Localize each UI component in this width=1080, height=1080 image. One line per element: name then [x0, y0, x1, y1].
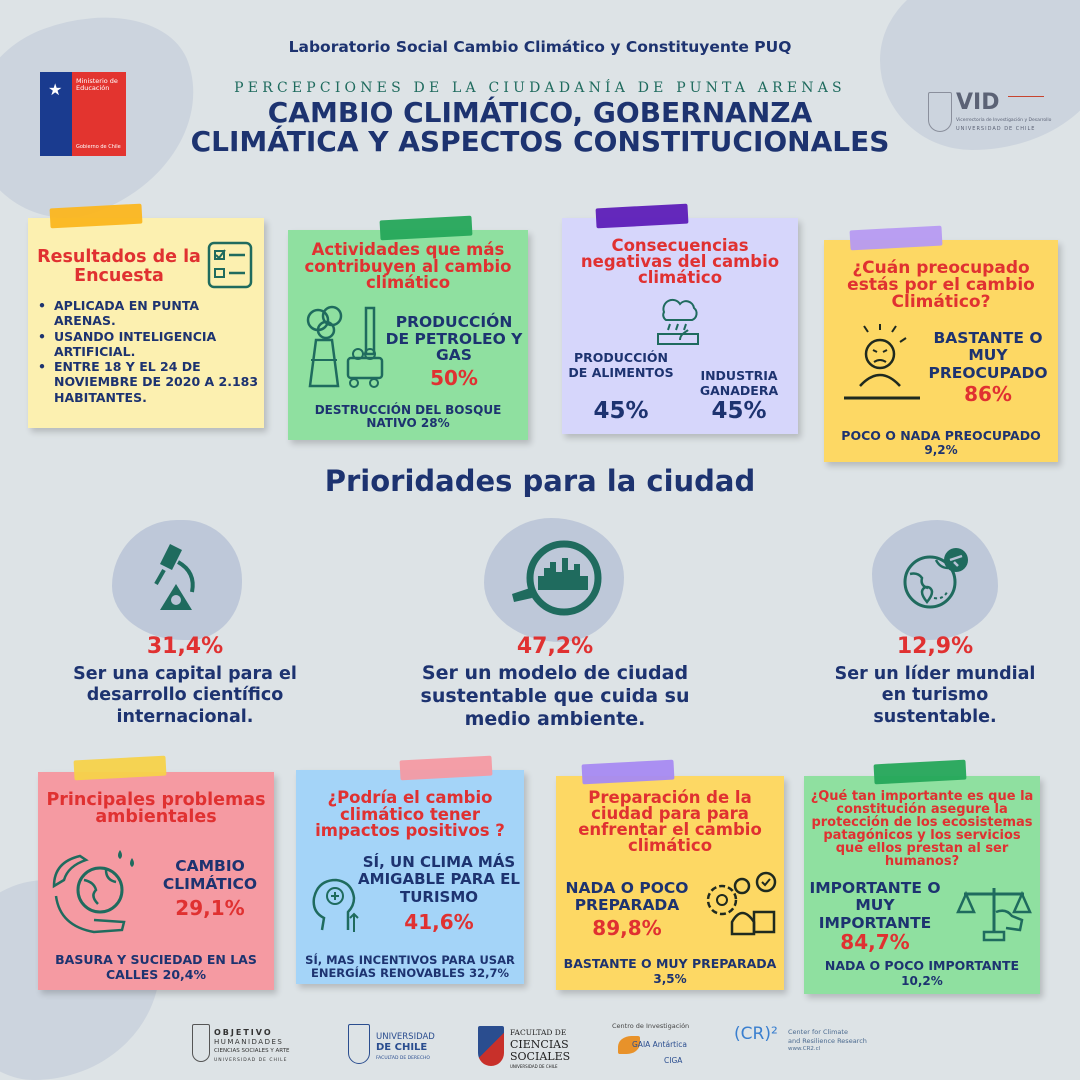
- logo5-line2: and Resilience Research: [788, 1037, 867, 1045]
- problems-card: [38, 772, 274, 990]
- university-crest-icon: [478, 1026, 504, 1066]
- problems-title: Principales problemas ambientales: [46, 790, 266, 828]
- positive-secondary: SÍ, MAS INCENTIVOS PARA USAR ENERGÍAS RENOVABLES 32,7%: [305, 953, 515, 981]
- consequences-item2-label: INDUSTRIA GANADERA: [699, 368, 779, 398]
- concern-main-value: 86%: [964, 382, 1012, 406]
- constitution-secondary-label: NADA O POCO IMPORTANTE: [824, 958, 1020, 973]
- consequences-item2-value: 45%: [711, 398, 767, 424]
- constitution-title: ¿Qué tan importante es que la constitución asegure la protección de los ecosistemas patagónicos y los servicios que ellos prestan al ser humanos?: [810, 789, 1034, 869]
- university-crest-icon: [348, 1024, 370, 1064]
- subtitle: PERCEPCIONES DE LA CIUDADANÍA DE PUNTA ARENAS: [234, 80, 846, 96]
- preparation-main-value: 89,8%: [592, 916, 662, 940]
- constitution-card: [804, 776, 1040, 994]
- vid-text1: Vicerrectoría de Investigación y Desarrollo: [956, 118, 1052, 123]
- list-item: • APLICADA EN PUNTA ARENAS.: [38, 298, 200, 329]
- preparation-secondary-label: BASTANTE O MUY PREPARADA: [563, 956, 777, 971]
- footer-logo-objetivo: [192, 1024, 308, 1070]
- footer-logo-cr2: [734, 1024, 867, 1070]
- worried-person-icon: [842, 324, 922, 404]
- footer-logo-facso: [478, 1022, 578, 1072]
- logo2-line3: FACULTAD DE DERECHO: [376, 1056, 430, 1061]
- ministry-line1: Ministerio de: [76, 77, 118, 85]
- positive-title: ¿Podría el cambio climático tener impactos positivos ?: [315, 788, 505, 840]
- priority-value: 12,9%: [896, 634, 974, 659]
- consequences-card: [562, 218, 798, 434]
- activities-main-label: PRODUCCIÓN DE PETROLEO Y GAS: [385, 313, 523, 365]
- positive-main-label: SÍ, UN CLIMA MÁS AMIGABLE PARA EL TURISMO: [358, 853, 520, 906]
- logo1-line1: OBJETIVO: [214, 1028, 273, 1037]
- ministry-line2: Educación: [76, 84, 110, 93]
- tape: [582, 760, 675, 785]
- survey-card: [28, 218, 264, 428]
- logo2-line2: DE CHILE: [376, 1042, 428, 1053]
- gears-person-icon: [700, 866, 780, 940]
- tape: [850, 226, 943, 251]
- logo4-line1: Centro de Investigación: [612, 1022, 690, 1030]
- positive-impacts-card: [296, 770, 524, 984]
- logo5-line3: www.CR2.cl: [788, 1046, 821, 1052]
- logo1-line3: CIENCIAS SOCIALES Y ARTE: [214, 1048, 290, 1054]
- lab-title: Laboratorio Social Cambio Climático y Constituyente PUQ: [288, 38, 792, 56]
- justice-scale-icon: [954, 882, 1034, 952]
- logo3-line3: SOCIALES: [510, 1050, 571, 1063]
- activities-secondary: DESTRUCCIÓN DEL BOSQUE NATIVO 28%: [314, 403, 502, 431]
- footer-logo-derecho: [348, 1024, 448, 1070]
- footer-logo-ciga: [606, 1022, 706, 1074]
- concern-card: [824, 240, 1058, 462]
- consequences-item1-value: 45%: [593, 398, 649, 424]
- logo3-line1: FACULTAD DE: [510, 1028, 567, 1037]
- crop-rain-icon: [654, 292, 706, 346]
- main-title-line2: CLIMÁTICA Y ASPECTOS CONSTITUCIONALES: [190, 125, 890, 158]
- microscope-icon: [148, 540, 204, 614]
- university-crest-icon: [192, 1024, 210, 1062]
- vid-mark: VID: [956, 90, 1000, 115]
- logo4-line3: CIGA: [664, 1056, 683, 1065]
- activities-main-value: 50%: [430, 366, 478, 390]
- priority-label: Ser un líder mundial en turismo sustentable.: [834, 664, 1036, 727]
- preparation-secondary-value: 3,5%: [653, 972, 687, 986]
- university-crest-icon: [928, 92, 952, 132]
- vid-logo: [928, 88, 1052, 142]
- tape: [50, 204, 143, 229]
- sustainable-city-bulb-icon: [508, 540, 604, 620]
- problems-secondary: BASURA Y SUCIEDAD EN LAS CALLES 20,4%: [55, 952, 257, 982]
- earth-care-icon: [48, 840, 146, 938]
- constitution-main-value: 84,7%: [840, 930, 910, 954]
- list-item: • ENTRE 18 Y EL 24 DE NOVIEMBRE DE 2020 A 2.183 HABITANTES.: [38, 359, 259, 405]
- problems-main-label: CAMBIO CLIMÁTICO: [162, 857, 258, 893]
- preparation-title: Preparación de la ciudad para para enfrentar el cambio climático: [578, 788, 762, 856]
- preparation-card: [556, 776, 784, 990]
- positive-main-value: 41,6%: [404, 910, 474, 934]
- globe-travel-icon: [900, 544, 972, 612]
- consequences-title: Consecuencias negativas del cambio climático: [580, 236, 780, 288]
- concern-secondary-value: 9,2%: [924, 443, 958, 457]
- priority-label: Ser una capital para el desarrollo científico internacional.: [73, 664, 297, 727]
- survey-bullets: [38, 298, 260, 405]
- tape: [400, 756, 493, 781]
- tape: [74, 756, 167, 781]
- problems-main-value: 29,1%: [175, 896, 245, 920]
- concern-title: ¿Cuán preocupado estás por el cambio Climático?: [847, 258, 1035, 312]
- ministry-logo: ★ Ministerio de Educación Gobierno de Chile: [40, 72, 126, 156]
- list-item: • USANDO INTELIGENCIA ARTIFICIAL.: [38, 328, 217, 359]
- ministry-footer: Gobierno de Chile: [76, 144, 121, 150]
- checklist-icon: [206, 240, 254, 290]
- tape: [596, 204, 689, 229]
- priority-label: Ser un modelo de ciudad sustentable que cuida su medio ambiente.: [420, 662, 690, 731]
- logo2-line1: UNIVERSIDAD: [376, 1032, 435, 1042]
- priority-value: 31,4%: [146, 634, 224, 659]
- concern-secondary-label: POCO O NADA PREOCUPADO: [841, 428, 1041, 443]
- logo4-line2: GAIA Antártica: [632, 1040, 687, 1049]
- oil-factory-icon: [296, 300, 386, 390]
- vid-text2: UNIVERSIDAD DE CHILE: [956, 126, 1036, 132]
- activities-title: Actividades que más contribuyen al cambio climático: [304, 240, 512, 292]
- priorities-heading: Prioridades para la ciudad: [324, 464, 756, 498]
- logo1-line2: HUMANIDADES: [214, 1038, 284, 1046]
- consequences-item1-label: PRODUCCIÓN DE ALIMENTOS: [568, 350, 674, 380]
- tape: [874, 760, 967, 785]
- preparation-main-label: NADA O POCO PREPARADA: [565, 879, 689, 915]
- tape: [380, 216, 473, 241]
- logo3-line2: CIENCIAS: [510, 1038, 569, 1051]
- activities-card: [288, 230, 528, 440]
- survey-title: Resultados de la Encuesta: [37, 247, 201, 287]
- constitution-main-label: IMPORTANTE O MUY IMPORTANTE: [809, 879, 941, 932]
- logo5-line1: Center for Climate: [788, 1028, 848, 1036]
- logo3-line4: UNIVERSIDAD DE CHILE: [510, 1064, 558, 1069]
- priority-value: 47,2%: [516, 634, 594, 659]
- main-title-line1: CAMBIO CLIMÁTICO, GOBERNANZA: [267, 96, 813, 129]
- constitution-secondary-value: 10,2%: [901, 974, 943, 988]
- concern-main-label: BASTANTE O MUY PREOCUPADO: [928, 329, 1048, 382]
- logo5-mark: (CR)²: [734, 1024, 778, 1044]
- logo1-line4: UNIVERSIDAD DE CHILE: [214, 1058, 288, 1063]
